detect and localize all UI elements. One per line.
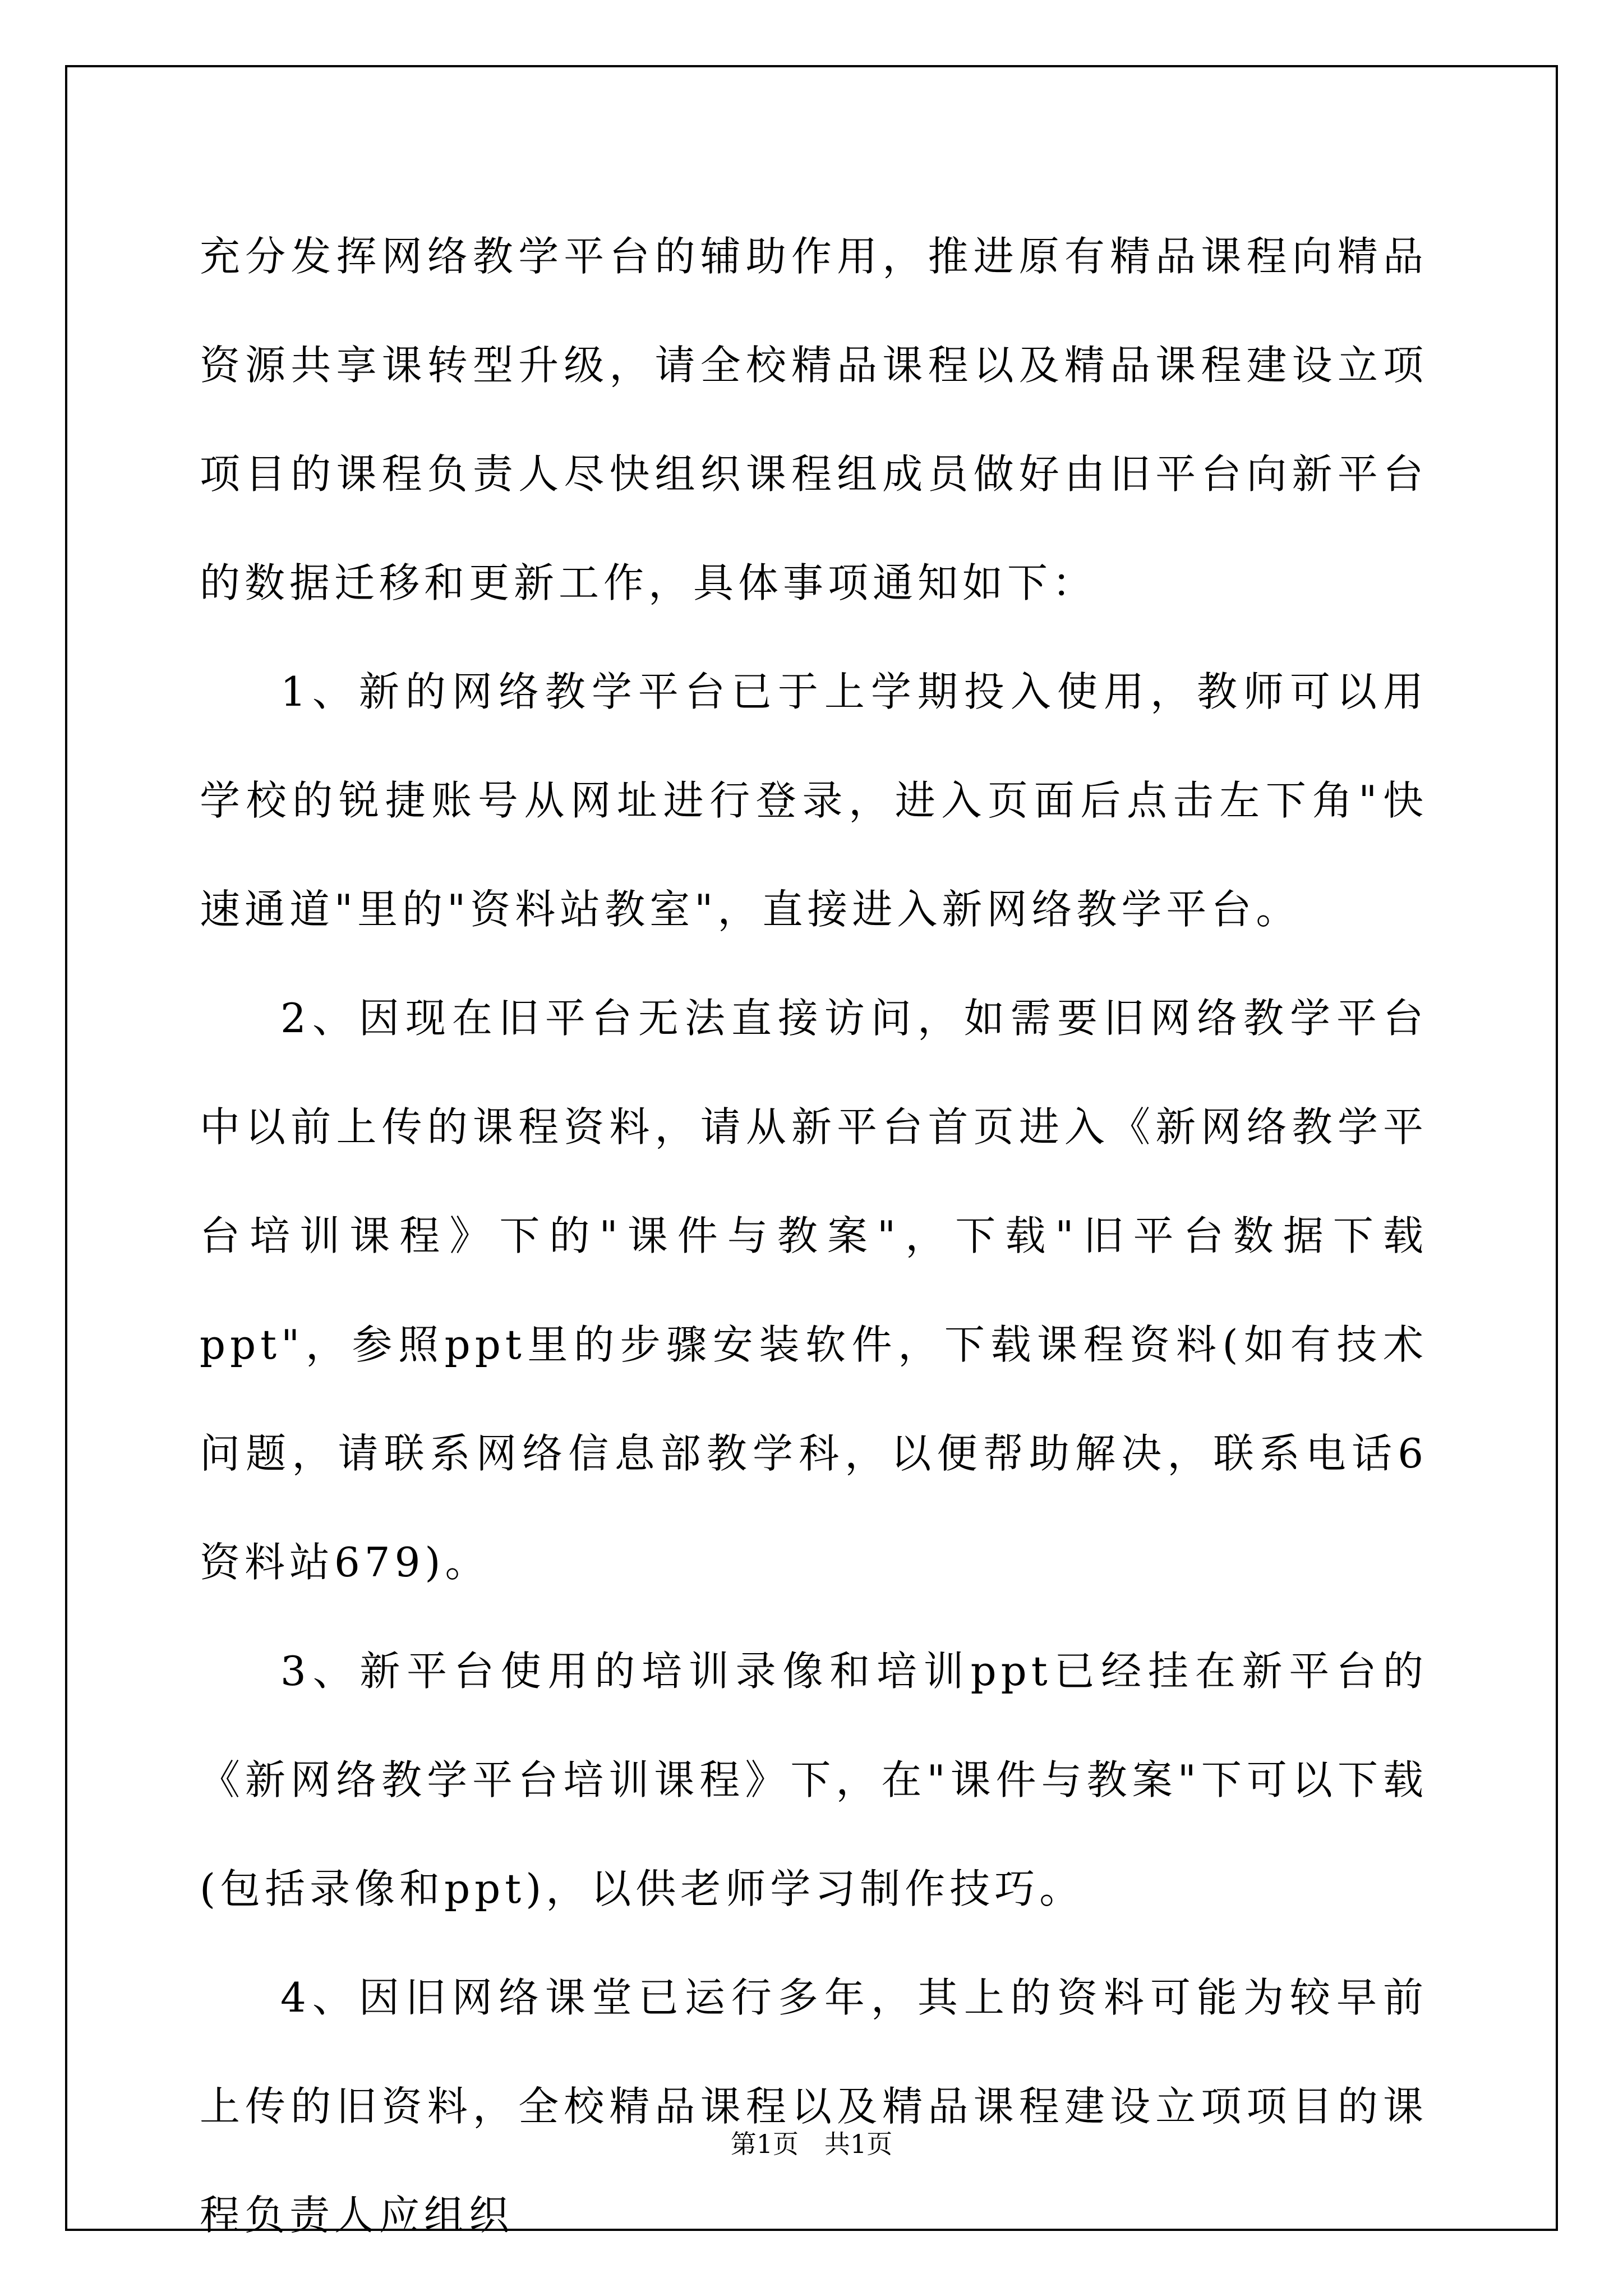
paragraph-item-3: 3、新平台使用的培训录像和培训ppt已经挂在新平台的《新网络教学平台培训课程》下，在"课件与教案"下可以下载(包括录像和ppt)，以供老师学习制作技巧。 — [200, 1648, 1428, 1912]
paragraph-item-4: 4、因旧网络课堂已运行多年，其上的资料可能为较早前上传的旧资料，全校精品课程以及精品课程建设立项项目的课程负责人应组织 — [200, 1974, 1428, 2239]
document-body — [200, 202, 1428, 2270]
page-footer: 第1页 共1页 — [730, 2129, 893, 2159]
paragraph-item-1: 1、新的网络教学平台已于上学期投入使用，教师可以用学校的锐捷账号从网址进行登录，进入页面后点击左下角"快速通道"里的"资料站教室"，直接进入新网络教学平台。 — [200, 668, 1428, 933]
paragraph-item-2: 2、因现在旧平台无法直接访问，如需要旧网络教学平台中以前上传的课程资料，请从新平台首页进入《新网络教学平台培训课程》下的"课件与教案"，下载"旧平台数据下载ppt"，参照ppt里的步骤安装软件，下载课程资料(如有技术问题，请联系网络信息部教学科，以便帮助解决，联系电话6资料站679)。 — [200, 995, 1428, 1586]
paragraph-intro: 充分发挥网络教学平台的辅助作用，推进原有精品课程向精品资源共享课转型升级，请全校精品课程以及精品课程建设立项项目的课程负责人尽快组织课程组成员做好由旧平台向新平台的数据迁移和更新工作，具体事项通知如下： — [200, 233, 1428, 606]
